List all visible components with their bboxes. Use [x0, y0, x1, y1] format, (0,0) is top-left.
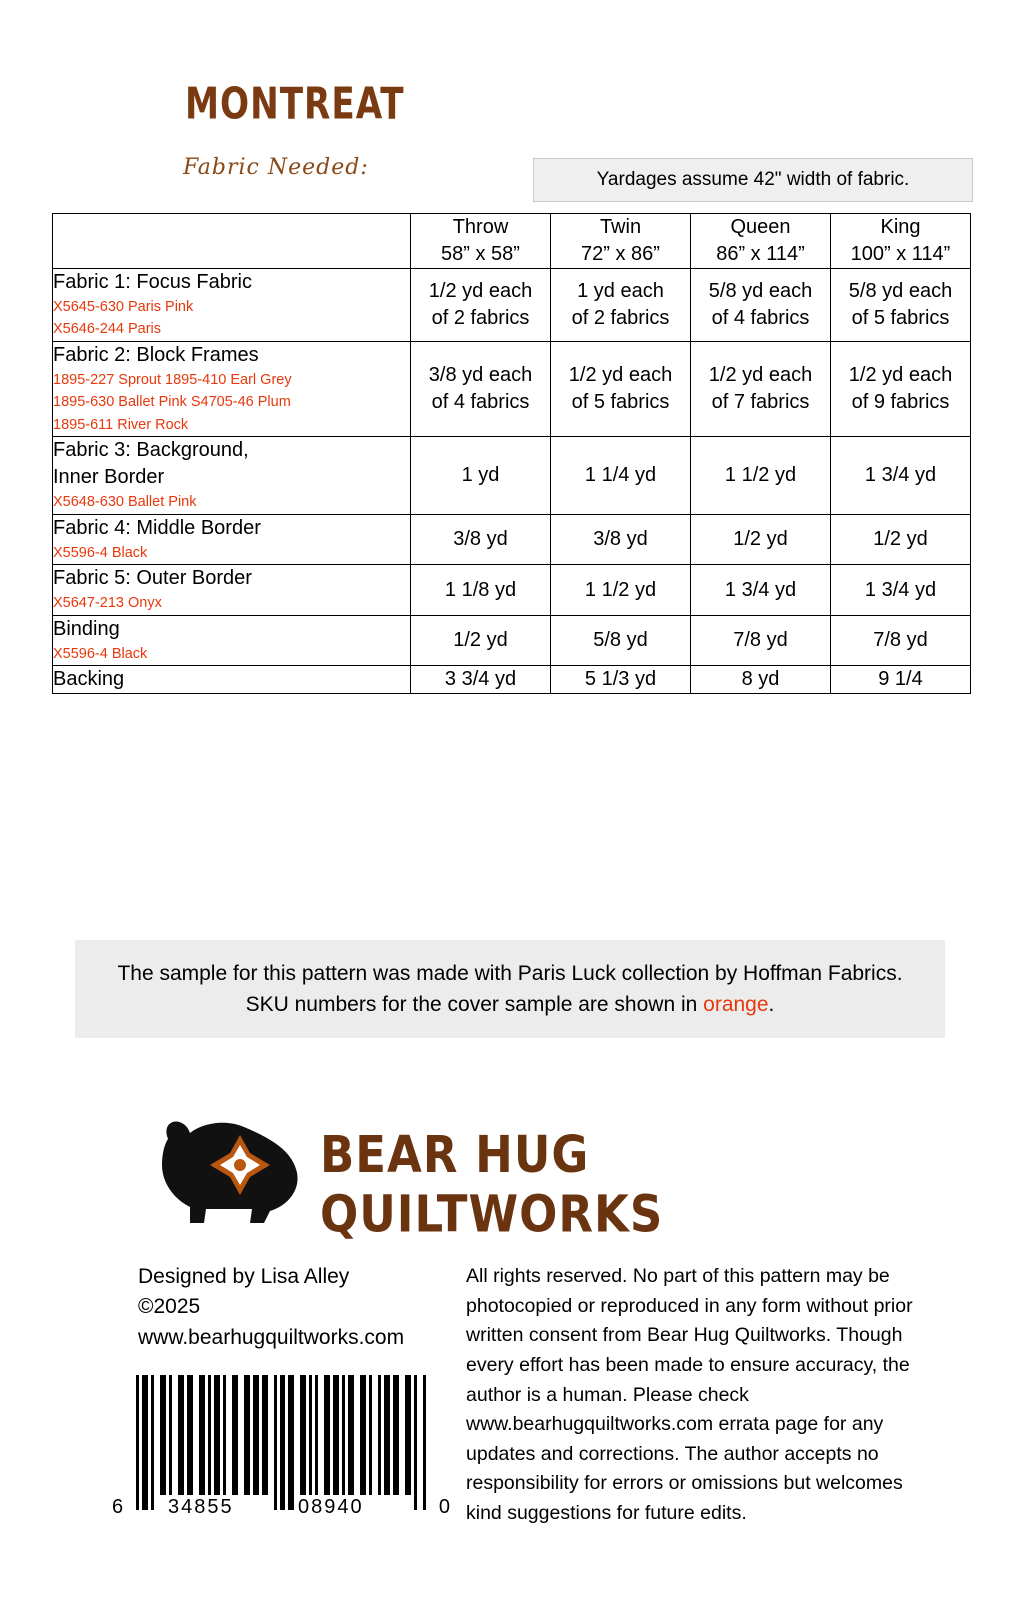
cell-queen: 8 yd: [691, 666, 831, 694]
column-header-king: [831, 214, 971, 269]
value-line-1: 1/2 yd each: [428, 279, 533, 302]
row-label: Fabric 2: Block Frames: [53, 343, 259, 366]
row-label: Fabric 4: Middle Border: [53, 516, 261, 539]
fabric-requirements-table: [52, 213, 971, 694]
column-name: Queen: [730, 216, 791, 238]
row-sku: 1895-630 Ballet Pink S4705-46 Plum: [53, 394, 291, 411]
value-line-2: of 5 fabrics: [851, 306, 950, 329]
cell-twin: 5 1/3 yd: [551, 666, 691, 694]
cell-king: 9 1/4: [831, 666, 971, 694]
row-sku: 1895-611 River Rock: [53, 416, 189, 433]
cell-king: 1 3/4 yd: [831, 565, 971, 615]
brand-name: BEAR HUG QUILTWORKS: [320, 1125, 664, 1244]
table-corner-cell: [53, 214, 411, 269]
row-label-cell: [53, 565, 411, 615]
row-sku: X5596-4 Black: [53, 544, 148, 561]
table-row: [53, 437, 971, 514]
cell-queen: [691, 341, 831, 436]
column-name: Twin: [599, 216, 642, 238]
copyright-line: ©2025: [138, 1295, 201, 1319]
table-row: [53, 269, 971, 342]
sample-note-box: [75, 940, 945, 1038]
column-name: Throw: [452, 216, 509, 238]
value-line-1: 1 yd each: [577, 279, 664, 302]
value-line-1: 5/8 yd each: [708, 279, 813, 302]
bear-logo-icon: [140, 1105, 310, 1230]
value-line-1: 3/8 yd each: [428, 364, 533, 387]
row-sku: X5647-213 Onyx: [53, 595, 162, 612]
value-line-1: 5/8 yd each: [848, 279, 953, 302]
value-line-2: of 4 fabrics: [431, 391, 530, 414]
value-line-1: 1/2 yd each: [848, 364, 953, 387]
table-row: [53, 341, 971, 436]
table-row: [53, 565, 971, 615]
cell-twin: 5/8 yd: [551, 615, 691, 665]
website-line: www.bearhugquiltworks.com: [138, 1325, 405, 1349]
brand-logo: [140, 1105, 800, 1244]
cell-throw: 1 1/8 yd: [411, 565, 551, 615]
row-label-cell: [53, 269, 411, 342]
column-header-queen: [691, 214, 831, 269]
designer-line: Designed by Lisa Alley: [138, 1265, 350, 1288]
column-size: 58” x 58”: [441, 243, 520, 265]
barcode-left-digit: 6: [112, 1496, 124, 1518]
cell-queen: 1/2 yd: [691, 514, 831, 564]
row-sku: 1895-227 Sprout 1895-410 Earl Grey: [53, 371, 292, 388]
value-line-2: of 4 fabrics: [711, 306, 810, 329]
cell-queen: 1 1/2 yd: [691, 437, 831, 514]
row-sku: X5646-244 Paris: [53, 321, 162, 338]
sample-note-period: .: [768, 993, 775, 1016]
cell-twin: 3/8 yd: [551, 514, 691, 564]
cell-queen: 7/8 yd: [691, 615, 831, 665]
table-row: [53, 666, 971, 694]
fabric-needed-label: Fabric Needed:: [183, 155, 369, 180]
row-sku: X5648-630 Ballet Pink: [53, 494, 197, 511]
barcode-right-digit: 0: [438, 1496, 450, 1518]
column-size: 72” x 86”: [581, 243, 660, 265]
page-title: MONTREAT: [185, 78, 405, 129]
sample-note-highlight: orange: [703, 993, 769, 1016]
rights-text: All rights reserved. No part of this pattern may be photocopied or reproduced in any form without prior written consent from Bear Hug Quiltworks. Though every effort has been made to ensure accuracy, the author is a human. Please check www.bearhugquiltworks.com errata page for any updates and corrections. The author accepts no responsibility for errors or omissions but welcomes kind suggestions for future edits.: [466, 1265, 913, 1524]
cell-throw: 1/2 yd: [411, 615, 551, 665]
cell-throw: 3/8 yd: [411, 514, 551, 564]
row-label-cell: [53, 514, 411, 564]
cell-queen: [691, 269, 831, 342]
value-line-2: of 7 fabrics: [711, 391, 810, 414]
column-size: 86” x 114”: [716, 243, 805, 265]
value-line-2: of 9 fabrics: [851, 391, 950, 414]
cell-king: [831, 341, 971, 436]
cell-throw: 3 3/4 yd: [411, 666, 551, 694]
barcode-bars: [136, 1375, 426, 1495]
value-line-2: of 2 fabrics: [571, 306, 670, 329]
row-label-cell: [53, 615, 411, 665]
column-header-throw: [411, 214, 551, 269]
cell-king: 1 3/4 yd: [831, 437, 971, 514]
cell-king: 1/2 yd: [831, 514, 971, 564]
row-sku: X5645-630 Paris Pink: [53, 299, 194, 315]
cell-throw: [411, 341, 551, 436]
barcode-group-1: 34855: [168, 1496, 234, 1518]
table-header-row: [53, 214, 971, 269]
value-line-1: 1/2 yd each: [568, 364, 673, 387]
yardage-note-box: [533, 158, 973, 202]
cell-twin: 1 1/4 yd: [551, 437, 691, 514]
row-sku: X5596-4 Black: [53, 645, 148, 662]
row-label-cell: [53, 341, 411, 436]
credits-block: [138, 1262, 404, 1353]
cell-throw: [411, 269, 551, 342]
cell-queen: 1 3/4 yd: [691, 565, 831, 615]
column-name: King: [880, 216, 921, 238]
row-label: Fabric 3: Background,: [53, 439, 249, 462]
row-label-cell: [53, 437, 411, 514]
row-label: Backing: [53, 668, 125, 691]
cell-twin: 1 1/2 yd: [551, 565, 691, 615]
column-header-twin: [551, 214, 691, 269]
column-size: 100” x 114”: [850, 243, 951, 265]
cell-throw: 1 yd: [411, 437, 551, 514]
value-line-2: of 5 fabrics: [571, 391, 670, 414]
row-label-line2: Inner Border: [53, 466, 165, 489]
yardage-note-text: Yardages assume 42" width of fabric.: [596, 169, 910, 190]
table-row: [53, 514, 971, 564]
barcode: [110, 1375, 450, 1525]
barcode-group-2: 08940: [298, 1496, 364, 1518]
row-label-cell: [53, 666, 411, 694]
cell-twin: [551, 341, 691, 436]
cell-twin: [551, 269, 691, 342]
row-label: Binding: [53, 617, 120, 640]
row-label: Fabric 5: Outer Border: [53, 567, 252, 590]
cell-king: 7/8 yd: [831, 615, 971, 665]
value-line-1: 1/2 yd each: [708, 364, 813, 387]
sample-note-text: The sample for this pattern was made with Paris Luck collection by Hoffman Fabrics. SKU numbers for the cover sample are shown in: [117, 961, 903, 1016]
row-label: Fabric 1: Focus Fabric: [53, 271, 252, 293]
value-line-2: of 2 fabrics: [431, 306, 530, 329]
table-row: [53, 615, 971, 665]
cell-king: [831, 269, 971, 342]
